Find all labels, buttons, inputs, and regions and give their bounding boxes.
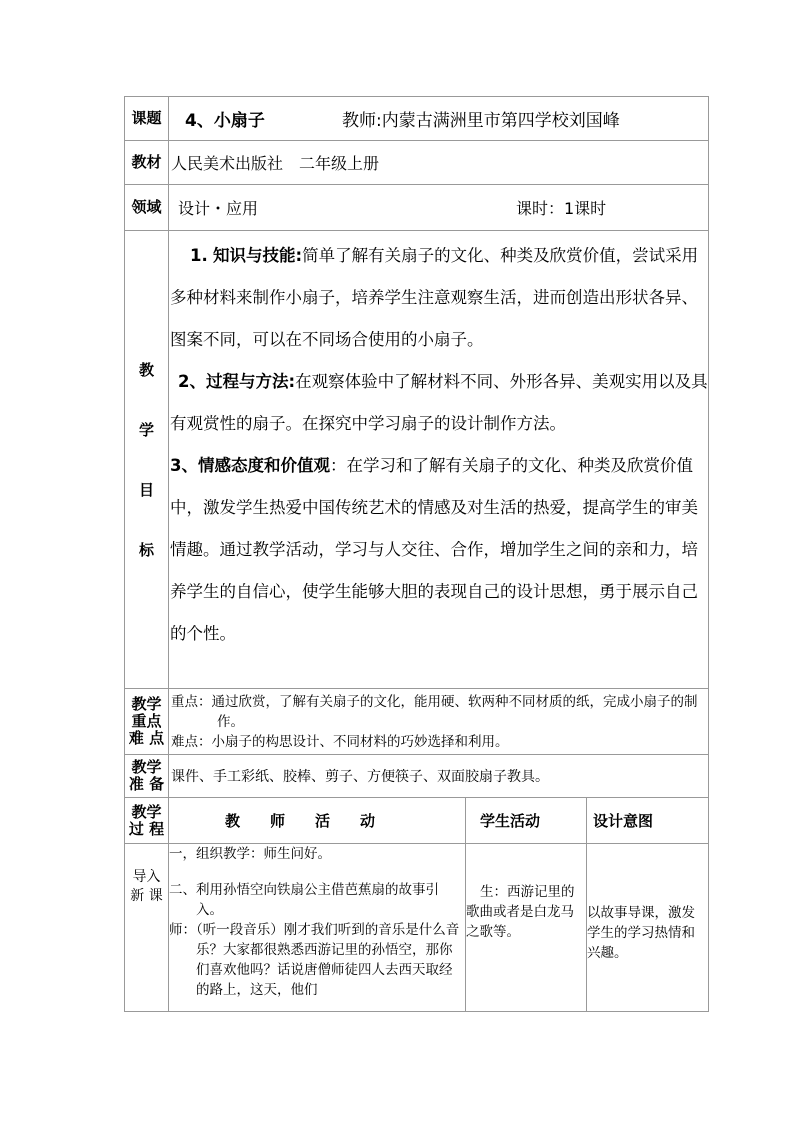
topic-label: 课题 — [125, 97, 169, 141]
row-topic — [125, 97, 709, 141]
intro-teacher-activity: 一，组织教学：师生问好。 二、利用孙悟空向铁扇公主借芭蕉扇的故事引入。 师：（听一段音乐）刚才我们听到的音乐是什么音乐？大家都很熟悉西游记里的孙悟空，那你们喜欢他吗？话说唐僧师徒四人去西天取经的路上，这天，他们 — [169, 844, 466, 1012]
objective-1: 1. 知识与技能:简单了解有关扇子的文化、种类及欣赏价值，尝试采用多种材料来制作小扇子，培养学生注意观察生活，进而创造出形状各异、图案不同，可以在不同场合使用的小扇子。 — [170, 246, 699, 349]
class-hours: 课时：1课时 — [516, 199, 607, 218]
row-key-points — [125, 689, 709, 755]
objectives-content — [169, 231, 709, 689]
col-teacher-activity: 教 师 活 动 — [169, 798, 466, 844]
intro-label: 导入 新 课 — [125, 844, 169, 1012]
lesson-title: 4、小扇子 — [185, 111, 265, 131]
material-label: 教材 — [125, 141, 169, 185]
row-intro — [125, 844, 709, 1012]
teacher-info: 教师:内蒙古满洲里市第四学校刘国峰 — [342, 111, 620, 131]
row-process-header — [125, 798, 709, 844]
process-label: 教学 过 程 — [125, 798, 169, 844]
intro-design-intent: 以故事导课，激发学生的学习热情和兴趣。 — [587, 844, 709, 1012]
key-point: 重点：通过欣赏，了解有关扇子的文化，能用硬、软两种不同材质的纸，完成小扇子的制作。 — [171, 693, 698, 730]
row-objectives — [125, 231, 709, 689]
intro-student-activity: 生：西游记里的歌曲或者是白龙马之歌等。 — [466, 844, 587, 1012]
row-domain — [125, 185, 709, 231]
domain-value: 设计・应用 — [178, 199, 259, 218]
domain-label: 领域 — [125, 185, 169, 231]
preparation-label: 教学 准 备 — [125, 755, 169, 798]
objective-2: 2、过程与方法:在观察体验中了解材料不同、外形各异、美观实用以及具有观赏性的扇子。在探究中学习扇子的设计制作方法。 — [170, 372, 708, 433]
key-points-label: 教学 重点 难 点 — [125, 689, 169, 755]
lesson-plan-table — [124, 96, 709, 1012]
preparation-value: 课件、手工彩纸、胶棒、剪子、方便筷子、双面胶扇子教具。 — [169, 755, 709, 798]
row-material — [125, 141, 709, 185]
material-value: 人民美术出版社 二年级上册 — [169, 141, 709, 185]
objectives-label: 教 学 目 标 — [125, 231, 169, 689]
row-preparation — [125, 755, 709, 798]
difficult-point: 难点：小扇子的构思设计、不同材料的巧妙选择和利用。 — [171, 733, 509, 750]
col-design-intent: 设计意图 — [587, 798, 709, 844]
objective-3: 3、情感态度和价值观：在学习和了解有关扇子的文化、种类及欣赏价值中，激发学生热爱中国传统艺术的情感及对生活的热爱，提高学生的审美情趣。通过教学活动，学习与人交往、合作，增加学生之间的亲和力，培养学生的自信心，使学生能够大胆的表现自己的设计思想，勇于展示自己的个性。 — [170, 456, 698, 643]
col-student-activity: 学生活动 — [466, 798, 587, 844]
